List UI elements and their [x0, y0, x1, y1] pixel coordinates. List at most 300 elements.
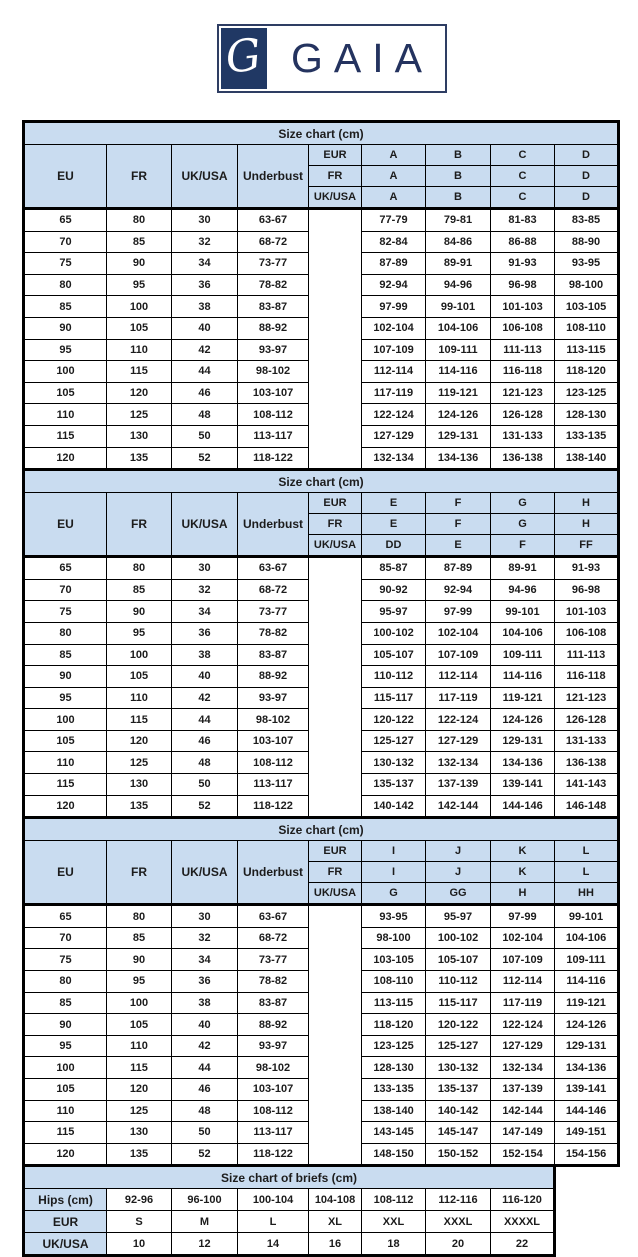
bust-range-cell: 92-94 [362, 274, 426, 296]
cup-size-header: C [491, 145, 555, 166]
band-size-cell: 46 [172, 1079, 238, 1101]
bust-range-cell: 90-92 [362, 579, 426, 601]
band-size-cell: 78-82 [238, 971, 309, 993]
bust-range-cell: 120-122 [362, 709, 426, 731]
bust-range-cell: 136-138 [491, 447, 555, 470]
cup-size-header: E [426, 535, 491, 557]
band-size-cell: 40 [172, 1014, 238, 1036]
bust-range-cell: 107-109 [426, 644, 491, 666]
band-size-cell: 88-92 [238, 666, 309, 688]
col-header-uk-usa: UK/USA [172, 145, 238, 209]
bust-range-cell: 115-117 [362, 687, 426, 709]
briefs-size-cell: XXXXL [491, 1211, 555, 1233]
bust-range-cell: 145-147 [426, 1122, 491, 1144]
briefs-size-row [24, 1211, 555, 1233]
cup-size-header: H [555, 514, 619, 535]
bust-range-cell: 142-144 [426, 795, 491, 818]
band-size-cell: 50 [172, 1122, 238, 1144]
bust-range-cell: 98-100 [555, 274, 619, 296]
cup-size-header: C [491, 187, 555, 209]
bust-range-cell: 100-102 [426, 927, 491, 949]
chart-title: Size chart (cm) [24, 122, 619, 145]
band-size-cell: 88-92 [238, 1014, 309, 1036]
band-size-cell: 108-112 [238, 752, 309, 774]
bust-range-cell: 85-87 [362, 557, 426, 580]
col-header-underbust: Underbust [238, 841, 309, 905]
band-size-cell: 105 [24, 730, 107, 752]
bust-range-cell: 109-111 [555, 949, 619, 971]
spacer-cell [309, 905, 362, 1166]
bust-range-cell: 148-150 [362, 1143, 426, 1166]
bust-range-cell: 128-130 [555, 404, 619, 426]
band-size-cell: 85 [24, 296, 107, 318]
bust-range-cell: 103-105 [362, 949, 426, 971]
band-size-cell: 108-112 [238, 1100, 309, 1122]
bust-range-cell: 102-104 [362, 317, 426, 339]
bust-range-cell: 124-126 [426, 404, 491, 426]
band-size-cell: 48 [172, 752, 238, 774]
bust-range-cell: 117-119 [362, 382, 426, 404]
band-size-cell: 105 [107, 1014, 172, 1036]
bust-range-cell: 102-104 [426, 622, 491, 644]
band-size-cell: 83-87 [238, 644, 309, 666]
bust-range-cell: 82-84 [362, 231, 426, 253]
cup-size-header: J [426, 862, 491, 883]
band-size-cell: 70 [24, 579, 107, 601]
bust-range-cell: 96-98 [491, 274, 555, 296]
brand-logo [217, 24, 447, 93]
band-size-cell: 95 [24, 339, 107, 361]
bust-range-cell: 146-148 [555, 795, 619, 818]
band-size-cell: 125 [107, 752, 172, 774]
bust-range-cell: 108-110 [555, 317, 619, 339]
band-size-cell: 110 [107, 339, 172, 361]
band-size-cell: 30 [172, 905, 238, 928]
cup-size-header: F [426, 514, 491, 535]
bust-range-cell: 118-120 [362, 1014, 426, 1036]
bust-range-cell: 135-137 [362, 774, 426, 796]
chart-title: Size chart (cm) [24, 470, 619, 493]
col-header-underbust: Underbust [238, 493, 309, 557]
band-size-cell: 100 [107, 992, 172, 1014]
cup-size-header: DD [362, 535, 426, 557]
band-size-cell: 63-67 [238, 557, 309, 580]
band-size-cell: 113-117 [238, 774, 309, 796]
bust-range-cell: 101-103 [491, 296, 555, 318]
bust-range-cell: 121-123 [491, 382, 555, 404]
band-size-cell: 68-72 [238, 927, 309, 949]
band-size-cell: 78-82 [238, 622, 309, 644]
band-size-cell: 90 [107, 253, 172, 275]
bust-range-cell: 133-135 [362, 1079, 426, 1101]
band-size-cell: 63-67 [238, 209, 309, 232]
bust-range-cell: 139-141 [491, 774, 555, 796]
cup-size-header: G [491, 514, 555, 535]
band-size-cell: 65 [24, 905, 107, 928]
band-size-cell: 115 [107, 709, 172, 731]
bust-range-cell: 118-120 [555, 361, 619, 383]
bust-range-cell: 126-128 [491, 404, 555, 426]
bust-range-cell: 96-98 [555, 579, 619, 601]
band-size-cell: 73-77 [238, 949, 309, 971]
band-size-cell: 115 [107, 361, 172, 383]
band-size-cell: 48 [172, 1100, 238, 1122]
band-size-cell: 34 [172, 949, 238, 971]
col-header-uk-usa: UK/USA [172, 493, 238, 557]
cup-system-label: UK/USA [309, 187, 362, 209]
bust-range-cell: 79-81 [426, 209, 491, 232]
bust-range-cell: 112-114 [362, 361, 426, 383]
bust-range-cell: 89-91 [426, 253, 491, 275]
band-size-cell: 98-102 [238, 361, 309, 383]
band-size-cell: 135 [107, 1143, 172, 1166]
bust-range-cell: 131-133 [491, 425, 555, 447]
bust-range-cell: 117-119 [491, 992, 555, 1014]
bust-range-cell: 121-123 [555, 687, 619, 709]
bust-range-cell: 119-121 [426, 382, 491, 404]
briefs-size-cell: S [107, 1211, 172, 1233]
cup-size-header: HH [555, 883, 619, 905]
band-size-cell: 52 [172, 795, 238, 818]
band-size-cell: 118-122 [238, 795, 309, 818]
bust-range-cell: 91-93 [555, 557, 619, 580]
bust-range-cell: 154-156 [555, 1143, 619, 1166]
band-size-cell: 118-122 [238, 447, 309, 470]
bust-range-cell: 98-100 [362, 927, 426, 949]
cup-size-header: B [426, 166, 491, 187]
band-size-cell: 100 [24, 1057, 107, 1079]
band-size-cell: 110 [24, 404, 107, 426]
briefs-size-cell: 22 [491, 1233, 555, 1256]
band-size-cell: 65 [24, 209, 107, 232]
bust-range-cell: 138-140 [362, 1100, 426, 1122]
bust-range-cell: 152-154 [491, 1143, 555, 1166]
band-size-cell: 108-112 [238, 404, 309, 426]
band-size-cell: 40 [172, 317, 238, 339]
band-size-cell: 68-72 [238, 579, 309, 601]
bust-range-cell: 84-86 [426, 231, 491, 253]
bust-range-cell: 92-94 [426, 579, 491, 601]
band-size-cell: 120 [107, 1079, 172, 1101]
band-size-cell: 95 [107, 622, 172, 644]
bust-range-cell: 137-139 [491, 1079, 555, 1101]
band-size-cell: 80 [24, 622, 107, 644]
band-size-cell: 105 [24, 1079, 107, 1101]
cup-size-header: D [555, 145, 619, 166]
bust-range-cell: 86-88 [491, 231, 555, 253]
bust-range-cell: 109-111 [426, 339, 491, 361]
bust-range-cell: 107-109 [491, 949, 555, 971]
band-size-cell: 95 [107, 274, 172, 296]
bust-range-cell: 115-117 [426, 992, 491, 1014]
band-size-cell: 32 [172, 231, 238, 253]
band-size-cell: 120 [107, 382, 172, 404]
cup-system-label: UK/USA [309, 883, 362, 905]
size-row [24, 557, 619, 580]
bust-range-cell: 126-128 [555, 709, 619, 731]
bust-range-cell: 94-96 [491, 579, 555, 601]
bust-range-cell: 91-93 [491, 253, 555, 275]
band-size-cell: 38 [172, 992, 238, 1014]
size-row [24, 905, 619, 928]
band-size-cell: 95 [24, 1035, 107, 1057]
cup-size-header: G [362, 883, 426, 905]
bra-size-chart-1 [22, 120, 620, 471]
band-size-cell: 120 [107, 730, 172, 752]
band-size-cell: 85 [107, 579, 172, 601]
briefs-size-row [24, 1189, 555, 1211]
bust-range-cell: 122-124 [362, 404, 426, 426]
band-size-cell: 30 [172, 557, 238, 580]
band-size-cell: 46 [172, 730, 238, 752]
bust-range-cell: 103-105 [555, 296, 619, 318]
band-size-cell: 32 [172, 927, 238, 949]
band-size-cell: 98-102 [238, 709, 309, 731]
cup-size-header: L [555, 841, 619, 862]
band-size-cell: 44 [172, 361, 238, 383]
band-size-cell: 115 [24, 1122, 107, 1144]
bust-range-cell: 138-140 [555, 447, 619, 470]
band-size-cell: 130 [107, 774, 172, 796]
band-size-cell: 118-122 [238, 1143, 309, 1166]
briefs-size-cell: 104-108 [309, 1189, 362, 1211]
bust-range-cell: 94-96 [426, 274, 491, 296]
band-size-cell: 44 [172, 1057, 238, 1079]
bust-range-cell: 131-133 [555, 730, 619, 752]
band-size-cell: 80 [107, 209, 172, 232]
band-size-cell: 52 [172, 1143, 238, 1166]
band-size-cell: 110 [107, 1035, 172, 1057]
band-size-cell: 98-102 [238, 1057, 309, 1079]
briefs-row-label: Hips (cm) [24, 1189, 107, 1211]
bust-range-cell: 134-136 [426, 447, 491, 470]
band-size-cell: 105 [24, 382, 107, 404]
bust-range-cell: 108-110 [362, 971, 426, 993]
spacer-cell [309, 209, 362, 470]
band-size-cell: 65 [24, 557, 107, 580]
band-size-cell: 85 [107, 231, 172, 253]
band-size-cell: 100 [107, 296, 172, 318]
band-size-cell: 85 [24, 644, 107, 666]
briefs-size-cell: 100-104 [238, 1189, 309, 1211]
cup-system-label: EUR [309, 841, 362, 862]
logo-monogram-letter: G [223, 28, 264, 84]
bust-range-cell: 100-102 [362, 622, 426, 644]
bust-range-cell: 104-106 [555, 927, 619, 949]
col-header-eu: EU [24, 145, 107, 209]
bust-range-cell: 137-139 [426, 774, 491, 796]
band-size-cell: 63-67 [238, 905, 309, 928]
col-header-fr: FR [107, 841, 172, 905]
band-size-cell: 135 [107, 447, 172, 470]
cup-size-header: F [426, 493, 491, 514]
bust-range-cell: 150-152 [426, 1143, 491, 1166]
logo-monogram-tile [221, 28, 267, 89]
briefs-size-cell: M [172, 1211, 238, 1233]
briefs-size-cell: XXXL [426, 1211, 491, 1233]
bra-size-chart-3 [22, 816, 620, 1167]
band-size-cell: 105 [107, 317, 172, 339]
band-size-cell: 103-107 [238, 382, 309, 404]
cup-size-header: A [362, 187, 426, 209]
bust-range-cell: 127-129 [362, 425, 426, 447]
band-size-cell: 42 [172, 687, 238, 709]
bust-range-cell: 142-144 [491, 1100, 555, 1122]
band-size-cell: 32 [172, 579, 238, 601]
bust-range-cell: 119-121 [491, 687, 555, 709]
bust-range-cell: 134-136 [555, 1057, 619, 1079]
bust-range-cell: 119-121 [555, 992, 619, 1014]
bust-range-cell: 97-99 [362, 296, 426, 318]
briefs-row-label: EUR [24, 1211, 107, 1233]
bust-range-cell: 111-113 [491, 339, 555, 361]
bust-range-cell: 95-97 [362, 601, 426, 623]
cup-size-header: G [491, 493, 555, 514]
chart-title: Size chart (cm) [24, 818, 619, 841]
bust-range-cell: 113-115 [362, 992, 426, 1014]
band-size-cell: 36 [172, 274, 238, 296]
bra-size-chart-2 [22, 468, 620, 819]
band-size-cell: 38 [172, 644, 238, 666]
bust-range-cell: 104-106 [491, 622, 555, 644]
briefs-size-cell: 20 [426, 1233, 491, 1256]
band-size-cell: 44 [172, 709, 238, 731]
band-size-cell: 73-77 [238, 601, 309, 623]
band-size-cell: 38 [172, 296, 238, 318]
bust-range-cell: 144-146 [491, 795, 555, 818]
cup-size-header: K [491, 841, 555, 862]
band-size-cell: 50 [172, 774, 238, 796]
bust-range-cell: 105-107 [362, 644, 426, 666]
band-size-cell: 46 [172, 382, 238, 404]
bust-range-cell: 130-132 [426, 1057, 491, 1079]
band-size-cell: 85 [24, 992, 107, 1014]
cup-system-label: UK/USA [309, 535, 362, 557]
bust-range-cell: 117-119 [426, 687, 491, 709]
cup-size-header: A [362, 166, 426, 187]
bust-range-cell: 123-125 [555, 382, 619, 404]
band-size-cell: 70 [24, 927, 107, 949]
bust-range-cell: 132-134 [491, 1057, 555, 1079]
bust-range-cell: 107-109 [362, 339, 426, 361]
bust-range-cell: 114-116 [426, 361, 491, 383]
bust-range-cell: 127-129 [426, 730, 491, 752]
briefs-size-chart [22, 1164, 556, 1257]
band-size-cell: 50 [172, 425, 238, 447]
band-size-cell: 110 [107, 687, 172, 709]
cup-size-header: A [362, 145, 426, 166]
bust-range-cell: 132-134 [362, 447, 426, 470]
band-size-cell: 125 [107, 1100, 172, 1122]
band-size-cell: 80 [107, 905, 172, 928]
cup-size-header: I [362, 862, 426, 883]
cup-size-header: I [362, 841, 426, 862]
logo-brand-text: GAIA [291, 35, 433, 81]
bust-range-cell: 130-132 [362, 752, 426, 774]
band-size-cell: 130 [107, 425, 172, 447]
bust-range-cell: 147-149 [491, 1122, 555, 1144]
band-size-cell: 36 [172, 622, 238, 644]
cup-size-header: J [426, 841, 491, 862]
spacer-cell [309, 557, 362, 818]
bust-range-cell: 140-142 [426, 1100, 491, 1122]
band-size-cell: 85 [107, 927, 172, 949]
bust-range-cell: 124-126 [491, 709, 555, 731]
bust-range-cell: 128-130 [362, 1057, 426, 1079]
band-size-cell: 36 [172, 971, 238, 993]
col-header-uk-usa: UK/USA [172, 841, 238, 905]
band-size-cell: 103-107 [238, 730, 309, 752]
band-size-cell: 135 [107, 795, 172, 818]
band-size-cell: 93-97 [238, 339, 309, 361]
bust-range-cell: 81-83 [491, 209, 555, 232]
band-size-cell: 75 [24, 949, 107, 971]
bust-range-cell: 134-136 [491, 752, 555, 774]
bust-range-cell: 89-91 [491, 557, 555, 580]
briefs-size-cell: 10 [107, 1233, 172, 1256]
briefs-size-cell: L [238, 1211, 309, 1233]
bust-range-cell: 116-118 [491, 361, 555, 383]
briefs-size-cell: 96-100 [172, 1189, 238, 1211]
band-size-cell: 34 [172, 253, 238, 275]
bust-range-cell: 132-134 [426, 752, 491, 774]
briefs-size-cell: 108-112 [362, 1189, 426, 1211]
bust-range-cell: 93-95 [362, 905, 426, 928]
bust-range-cell: 135-137 [426, 1079, 491, 1101]
band-size-cell: 34 [172, 601, 238, 623]
cup-size-header: B [426, 187, 491, 209]
band-size-cell: 100 [107, 644, 172, 666]
bust-range-cell: 99-101 [491, 601, 555, 623]
size-chart-section [22, 120, 620, 1257]
col-header-underbust: Underbust [238, 145, 309, 209]
band-size-cell: 52 [172, 447, 238, 470]
band-size-cell: 120 [24, 795, 107, 818]
bust-range-cell: 87-89 [426, 557, 491, 580]
bust-range-cell: 129-131 [491, 730, 555, 752]
bust-range-cell: 140-142 [362, 795, 426, 818]
cup-size-header: K [491, 862, 555, 883]
bust-range-cell: 141-143 [555, 774, 619, 796]
cup-size-header: B [426, 145, 491, 166]
band-size-cell: 42 [172, 339, 238, 361]
bust-range-cell: 83-85 [555, 209, 619, 232]
bust-range-cell: 113-115 [555, 339, 619, 361]
cup-size-header: H [555, 493, 619, 514]
bust-range-cell: 77-79 [362, 209, 426, 232]
band-size-cell: 88-92 [238, 317, 309, 339]
band-size-cell: 125 [107, 404, 172, 426]
briefs-size-cell: XXL [362, 1211, 426, 1233]
band-size-cell: 115 [24, 774, 107, 796]
briefs-size-cell: 12 [172, 1233, 238, 1256]
bust-range-cell: 95-97 [426, 905, 491, 928]
briefs-size-cell: 18 [362, 1233, 426, 1256]
bust-range-cell: 116-118 [555, 666, 619, 688]
cup-system-label: FR [309, 862, 362, 883]
bust-range-cell: 97-99 [491, 905, 555, 928]
bust-range-cell: 133-135 [555, 425, 619, 447]
cup-size-header: D [555, 187, 619, 209]
cup-size-header: L [555, 862, 619, 883]
cup-system-label: EUR [309, 145, 362, 166]
bust-range-cell: 129-131 [426, 425, 491, 447]
band-size-cell: 103-107 [238, 1079, 309, 1101]
cup-size-header: H [491, 883, 555, 905]
briefs-row-label: UK/USA [24, 1233, 107, 1256]
band-size-cell: 93-97 [238, 1035, 309, 1057]
band-size-cell: 100 [24, 361, 107, 383]
